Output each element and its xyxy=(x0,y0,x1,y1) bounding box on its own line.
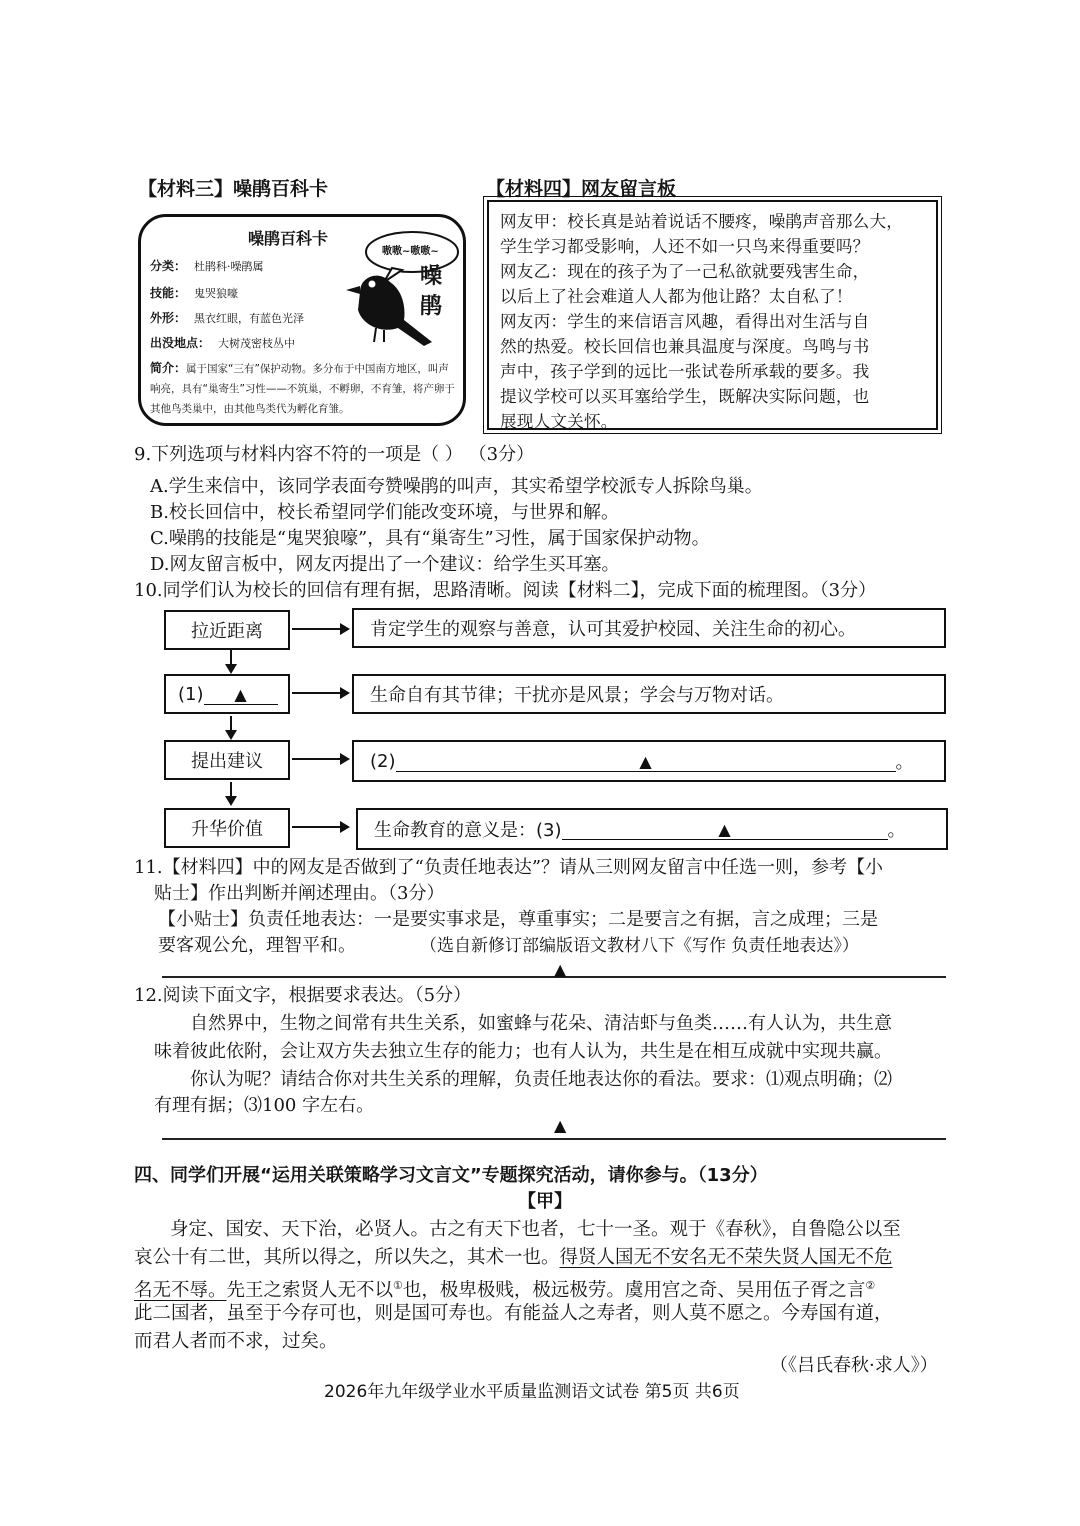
triangle-marker-icon: ▲ xyxy=(554,1116,567,1135)
q11-tip-2: 要客观公允，理智平和。 xyxy=(158,935,356,956)
classical-text-line-5: 而君人者而不求，过矣。 xyxy=(134,1331,338,1352)
q12-para-2-line-2: 有理有据；⑶100 字左右。 xyxy=(154,1095,375,1116)
q12-para-2-line-1: 你认为呢？请结合你对共生关系的理解，负责任地表达你的看法。要求：⑴观点明确；⑵ xyxy=(190,1069,892,1090)
q9-option-b: B.校长回信中，校长希望同学们能改变环境，与世界和解。 xyxy=(150,502,619,523)
blank-2[interactable] xyxy=(396,751,896,772)
flow-box-3-detail xyxy=(352,740,946,782)
q9-option-d: D.网友留言板中，网友丙提出了一个建议：给学生买耳塞。 xyxy=(150,554,620,575)
flow-box-1-detail: 肯定学生的观察与善意，认可其爱护校园、关注生命的初心。 xyxy=(352,608,946,648)
board-line: 提议学校可以买耳塞给学生，既解决实际问题，也 xyxy=(500,387,870,406)
blank-3-label: 生命教育的意义是：(3) xyxy=(374,820,562,841)
board-line: 网友丙：学生的来信语言风趣，看得出对生活与自 xyxy=(500,312,870,331)
arrow-down-icon xyxy=(230,650,232,672)
board-line: 然的热爱。校长回信也兼具温度与深度。鸟鸣与书 xyxy=(500,337,870,356)
flow-box-1: 拉近距离 xyxy=(164,610,290,650)
flow-box-3: 提出建议 xyxy=(164,740,290,780)
board-line: 网友乙：现在的孩子为了一己私欲就要残害生命， xyxy=(500,262,870,281)
flow-box-4: 升华价值 xyxy=(164,808,290,848)
section4-subtitle: 【甲】 xyxy=(518,1191,572,1212)
speech-bubble-text: 嗷嗷~嗷嗷~ xyxy=(382,246,439,257)
blank-2-label: (2) xyxy=(370,750,396,772)
arrow-right-icon xyxy=(292,826,348,828)
flow-box-2-detail: 生命自有其节律；干扰亦是风景；学会与万物对话。 xyxy=(352,674,946,714)
board-line: 网友甲：校长真是站着说话不腰疼，噪鹃声音那么大， xyxy=(500,212,904,231)
card-intro: 简介：属于国家“三有”保护动物。多分布于中国南方地区，叫声响亮，具有“巢寄生”习性——不筑巢，不孵卵，不育雏，将产卵于其他鸟类巢中，由其他鸟类代为孵化育雏。 xyxy=(150,361,455,415)
triangle-marker-icon: ▲ xyxy=(639,751,652,771)
underlined-sentence: 得贤人国无不安名无不荣失贤人国无不危 xyxy=(559,1247,893,1268)
q11-tip-1: 【小贴士】负责任地表达：一是要实事求是，尊重事实；二是要言之有据，言之成理；三是 xyxy=(158,909,878,930)
q11-stem-2: 贴士】作出判断并阐述理由。（3分） xyxy=(154,883,445,904)
triangle-marker-icon: ▲ xyxy=(234,684,247,704)
board-line: 展现人文关怀。 xyxy=(500,412,618,431)
arrow-right-icon xyxy=(292,692,348,694)
q12-para-1-line-1: 自然界中，生物之间常有共生关系，如蜜蜂与花朵、清洁虾与鱼类……有人认为，共生意 xyxy=(190,1013,892,1034)
footnote-2: ② xyxy=(865,1279,876,1292)
q9-stem: 9.下列选项与材料内容不符的一项是（ ） （3分） xyxy=(134,444,535,465)
footnote-1: ① xyxy=(393,1279,403,1292)
bird-side-text: 噪鹃 xyxy=(420,264,443,319)
blank-1-label: (1) xyxy=(178,683,204,705)
classical-text-line-4: 此二国者，虽至于今存可也，则是国可寿也。有能益人之寿者，则人莫不愿之。今寿国有道， xyxy=(134,1303,893,1324)
blank-3[interactable] xyxy=(562,819,888,840)
arrow-down-icon xyxy=(230,782,232,804)
q12-stem: 12.阅读下面文字，根据要求表达。（5分） xyxy=(134,985,472,1006)
card-title: 噪鹃百科卡 xyxy=(248,229,329,248)
board-line: 学生学习都受影响，人还不如一只鸟来得重要吗？ xyxy=(500,237,870,256)
period-mark: 。 xyxy=(895,752,914,773)
classical-text-line-1: 身定、国安、天下治，必贤人。古之有天下也者，七十一圣。观于《春秋》，自鲁隐公以至 xyxy=(170,1219,901,1240)
arrow-down-icon xyxy=(230,716,232,738)
underlined-sentence: 名无不辱。 xyxy=(134,1280,227,1302)
card-row-appearance: 外形： 黑衣红眼，有蓝色光泽 xyxy=(150,311,305,325)
triangle-marker-icon: ▲ xyxy=(554,960,567,979)
blank-1[interactable] xyxy=(204,684,278,705)
card-row-category: 分类： 杜鹃科·噪鹃属 xyxy=(150,259,264,273)
q11-stem-1: 11.【材料四】中的网友是否做到了“负责任地表达”？请从三则网友留言中任选一则，参考【小 xyxy=(134,857,884,878)
classical-text-line-2: 哀公十有二世，其所以得之，所以失之，其术一也。得贤人国无不安名无不荣失贤人国无不危 xyxy=(134,1247,893,1268)
answer-line-q12[interactable] xyxy=(162,1138,946,1140)
q11-source: （选自新修订部编版语文教材八下《写作 负责任地表达》） xyxy=(420,936,859,956)
q10-stem: 10.同学们认为校长的回信有理有据，思路清晰。阅读【材料二】，完成下面的梳理图。（3分） xyxy=(134,580,877,601)
section4-title: 四、同学们开展“运用关联策略学习文言文”专题探究活动，请你参与。（13分） xyxy=(134,1165,768,1186)
q9-option-c: C.噪鹃的技能是“鬼哭狼嚎”，具有“巢寄生”习性，属于国家保护动物。 xyxy=(150,528,710,549)
board-line: 以后上了社会难道人人都为他让路？太自私了！ xyxy=(500,287,853,306)
material4-header: 【材料四】网友留言板 xyxy=(486,178,677,200)
classical-text-line-3: 名无不辱。先王之索贤人无不以①也，极卑极贱，极远极劳。虞用宫之奇、吴用伍子胥之言② xyxy=(134,1279,876,1302)
classical-text-source: （《吕氏春秋·求人》） xyxy=(770,1355,938,1376)
card-row-location: 出没地点： 大树茂密枝丛中 xyxy=(150,336,296,350)
arrow-right-icon xyxy=(292,628,348,630)
flow-box-2 xyxy=(164,674,290,714)
board-line: 声中，孩子学到的远比一张试卷所承载的要多。我 xyxy=(500,362,870,381)
material3-header: 【材料三】噪鹃百科卡 xyxy=(138,178,329,200)
card-row-skill: 技能： 鬼哭狼嚎 xyxy=(150,286,239,300)
flow-box-4-detail xyxy=(356,808,948,850)
arrow-right-icon xyxy=(292,758,348,760)
period-mark: 。 xyxy=(887,820,906,841)
q12-para-1-line-2: 味着彼此依附，会让双方失去独立生存的能力；也有人认为，共生是在相互成就中实现共赢。 xyxy=(154,1041,892,1062)
q9-option-a: A.学生来信中，该同学表面夸赞噪鹃的叫声，其实希望学校派专人拆除鸟巢。 xyxy=(150,476,763,497)
page-footer: 2026年九年级学业水平质量监测语文试卷 第5页 共6页 xyxy=(324,1382,740,1402)
triangle-marker-icon: ▲ xyxy=(718,819,731,839)
